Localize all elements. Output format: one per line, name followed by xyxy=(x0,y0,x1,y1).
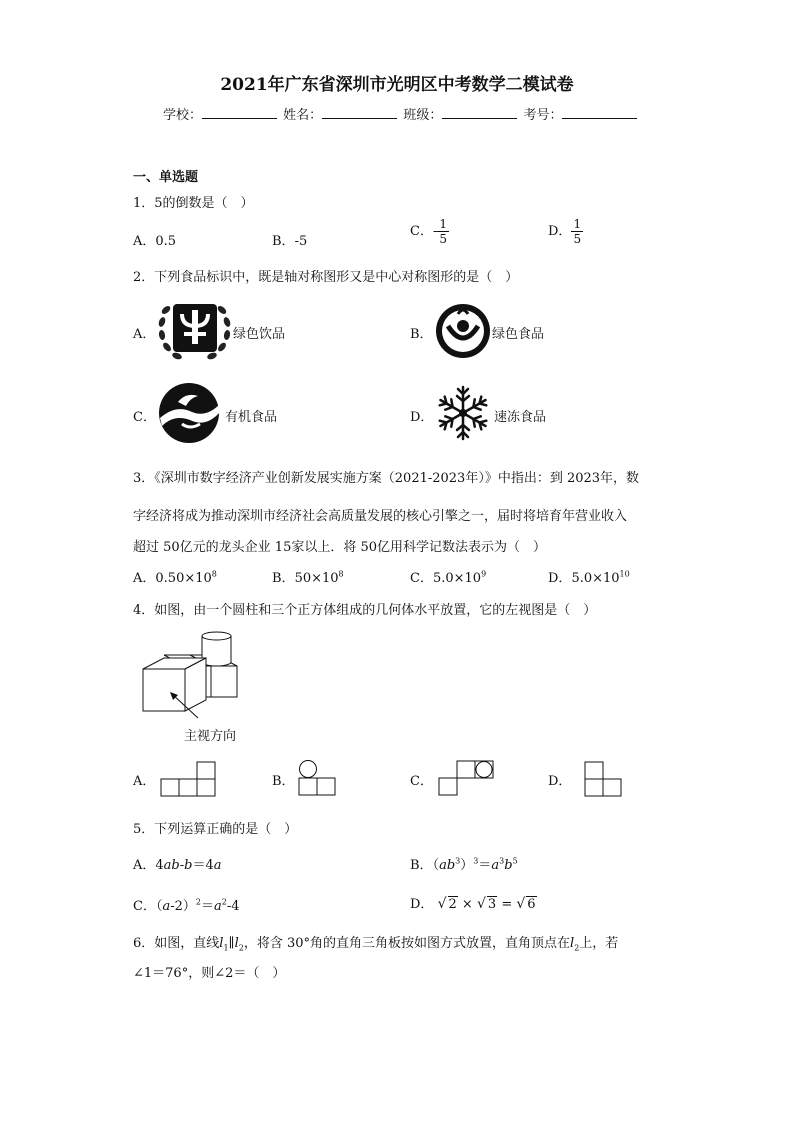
q3-option-c[interactable] xyxy=(410,567,486,586)
q5-option-d[interactable] xyxy=(410,893,537,912)
q5-option-a[interactable] xyxy=(133,854,222,873)
option-text: 0.5 xyxy=(155,234,177,249)
q2-option-a-letter: A． xyxy=(133,327,156,342)
expr-exponent: 2 xyxy=(221,897,227,907)
view-direction-label: 主视方向 xyxy=(184,729,237,744)
q3-stem-line1: 3．《深圳市数字经济产业创新发展实施方案（2021-2023年）》中指出：到 2023年，数 xyxy=(133,471,640,486)
q1-stem: 1．5的倒数是（ ） xyxy=(133,196,254,211)
option-exponent: 8 xyxy=(211,569,217,579)
q3-stem-line2: 字经济将成为推动深圳市经济社会高质量发展的核心引擎之一，届时将培育年营业收入 xyxy=(133,509,628,524)
school-blank[interactable] xyxy=(202,106,277,119)
q4-option-d-letter: D． xyxy=(548,774,572,789)
q2-option-b-label: 绿色食品 xyxy=(492,327,545,342)
option-exponent: 8 xyxy=(338,569,344,579)
option-letter: B． xyxy=(410,858,433,873)
q1-option-c[interactable] xyxy=(410,217,449,246)
q4-solid-figure xyxy=(140,626,245,726)
denominator: 5 xyxy=(439,232,447,246)
denominator: 5 xyxy=(573,232,582,246)
parallel-symbol: ∥ xyxy=(228,936,235,951)
q1-option-d[interactable] xyxy=(548,217,583,246)
q4-option-c-view[interactable] xyxy=(438,759,496,797)
q4-option-d-view[interactable] xyxy=(584,760,624,798)
option-letter: A． xyxy=(133,234,156,249)
name-blank[interactable] xyxy=(322,106,397,119)
option-text: -5 xyxy=(294,234,308,249)
radical-sign: √ xyxy=(476,896,486,912)
q1-option-b[interactable] xyxy=(272,230,307,249)
option-letter: B． xyxy=(272,571,295,586)
organic-food-logo-icon[interactable] xyxy=(156,382,222,444)
radicand: 2 xyxy=(448,897,457,912)
line-subscript: 1 xyxy=(223,943,229,953)
expr-part: （ xyxy=(432,858,440,873)
numerator: 1 xyxy=(573,217,582,231)
q4-option-b-view[interactable] xyxy=(298,758,338,798)
green-drink-logo-icon[interactable] xyxy=(156,296,236,362)
expr-var: ab xyxy=(163,858,180,873)
minus-sign: - xyxy=(432,224,438,239)
green-food-logo-icon[interactable] xyxy=(434,302,492,360)
expr-exponent: 5 xyxy=(512,856,518,866)
class-blank[interactable] xyxy=(442,106,517,119)
stem-text: 6．如图，直线 xyxy=(133,936,220,951)
radical-sign: √ xyxy=(437,896,447,912)
q3-stem-line3: 超过 50亿元的龙头企业 15家以上．将 50亿用科学记数法表示为（ ） xyxy=(133,540,547,555)
option-letter: D． xyxy=(410,897,434,912)
expr-part: -2） xyxy=(170,899,196,914)
expr-part: ＝ xyxy=(478,858,492,873)
option-base: 50×10 xyxy=(294,571,339,586)
expr-exponent: 2 xyxy=(195,897,201,907)
expr-var: a xyxy=(213,858,222,873)
q1-option-a[interactable] xyxy=(133,230,176,249)
expr-var: a xyxy=(214,899,222,914)
option-base: 0.50×10 xyxy=(155,571,212,586)
q2-option-b-letter: B． xyxy=(410,327,433,342)
option-letter: C． xyxy=(410,571,433,586)
snowflake-quick-frozen-logo-icon[interactable] xyxy=(434,384,492,442)
q4-stem: 4．如图，由一个圆柱和三个正方体组成的几何体水平放置，它的左视图是（ ） xyxy=(133,603,597,618)
q5-option-b[interactable] xyxy=(410,854,518,873)
equals-sign: = xyxy=(501,897,513,912)
line-symbol: l xyxy=(234,936,239,951)
q3-option-b[interactable] xyxy=(272,567,344,586)
fraction xyxy=(437,217,449,246)
radical-sign: √ xyxy=(516,896,526,912)
radicand: 6 xyxy=(527,897,536,912)
expr-exponent: 3 xyxy=(455,856,461,866)
expr-var: ab xyxy=(439,858,456,873)
q4-option-b-letter: B． xyxy=(272,774,295,789)
section-heading: 一、单选题 xyxy=(133,170,199,185)
times-sign: × xyxy=(461,897,473,912)
expr-part: 4 xyxy=(155,858,164,873)
expr-part: ＝4 xyxy=(192,858,214,873)
exam-number-blank[interactable] xyxy=(562,106,637,119)
option-letter: D． xyxy=(548,571,572,586)
expr-var: b xyxy=(504,858,513,873)
exam-number-label: 考号： xyxy=(523,108,563,123)
stem-text: ，将含 30°角的直角三角板按如图方式放置，直角顶点在 xyxy=(243,936,571,951)
expr-var: a xyxy=(491,858,500,873)
option-base: 5.0×10 xyxy=(571,571,620,586)
q4-option-a-view[interactable] xyxy=(160,760,216,797)
expr-part: -4 xyxy=(226,899,240,914)
student-info-line xyxy=(163,104,639,123)
q2-option-d-letter: D． xyxy=(410,410,434,425)
expr-part: - xyxy=(179,858,185,873)
q3-option-a[interactable] xyxy=(133,567,217,586)
name-label: 姓名： xyxy=(283,108,323,123)
q4-option-a-letter: A． xyxy=(133,774,156,789)
expr-part: ） xyxy=(460,858,474,873)
option-exponent: 10 xyxy=(619,569,630,579)
radicand: 3 xyxy=(487,897,497,912)
option-base: 5.0×10 xyxy=(432,571,482,586)
q2-option-c-label: 有机食品 xyxy=(225,410,278,425)
expr-exponent: 3 xyxy=(499,856,505,866)
line-subscript: 2 xyxy=(574,943,580,953)
option-letter: A． xyxy=(133,571,156,586)
q6-stem-line1 xyxy=(133,932,618,953)
line-symbol: l xyxy=(219,936,224,951)
q2-option-a-label: 绿色饮品 xyxy=(233,327,286,342)
option-letter: B． xyxy=(272,234,295,249)
line-symbol: l xyxy=(570,936,575,951)
expr-var: a xyxy=(162,899,171,914)
page-title: 2021年广东省深圳市光明区中考数学二模试卷 xyxy=(220,75,574,95)
school-label: 学校： xyxy=(163,108,203,123)
class-label: 班级： xyxy=(403,108,443,123)
line-subscript: 2 xyxy=(238,943,244,953)
q5-option-c[interactable] xyxy=(133,895,240,914)
stem-text: 上，若 xyxy=(579,936,619,951)
q4-option-c-letter: C． xyxy=(410,774,433,789)
q2-option-d-label: 速冻食品 xyxy=(494,410,547,425)
option-letter: D． xyxy=(548,224,572,239)
option-letter: C． xyxy=(133,899,156,914)
option-letter: A． xyxy=(133,858,156,873)
numerator: 1 xyxy=(439,217,447,231)
q6-stem-line2: ∠1＝76°，则∠2＝（ ） xyxy=(133,966,286,981)
fraction xyxy=(571,217,583,246)
expr-part: ＝ xyxy=(201,899,215,914)
expr-var: b xyxy=(184,858,193,873)
q2-option-c-letter: C． xyxy=(133,410,156,425)
option-letter: C． xyxy=(410,224,433,239)
q2-stem: 2．下列食品标识中，既是轴对称图形又是中心对称图形的是（ ） xyxy=(133,270,519,285)
expr-part: （ xyxy=(155,899,163,914)
q5-stem: 5．下列运算正确的是（ ） xyxy=(133,822,298,837)
q3-option-d[interactable] xyxy=(548,567,630,586)
expr-exponent: 3 xyxy=(473,856,479,866)
option-exponent: 9 xyxy=(481,569,487,579)
